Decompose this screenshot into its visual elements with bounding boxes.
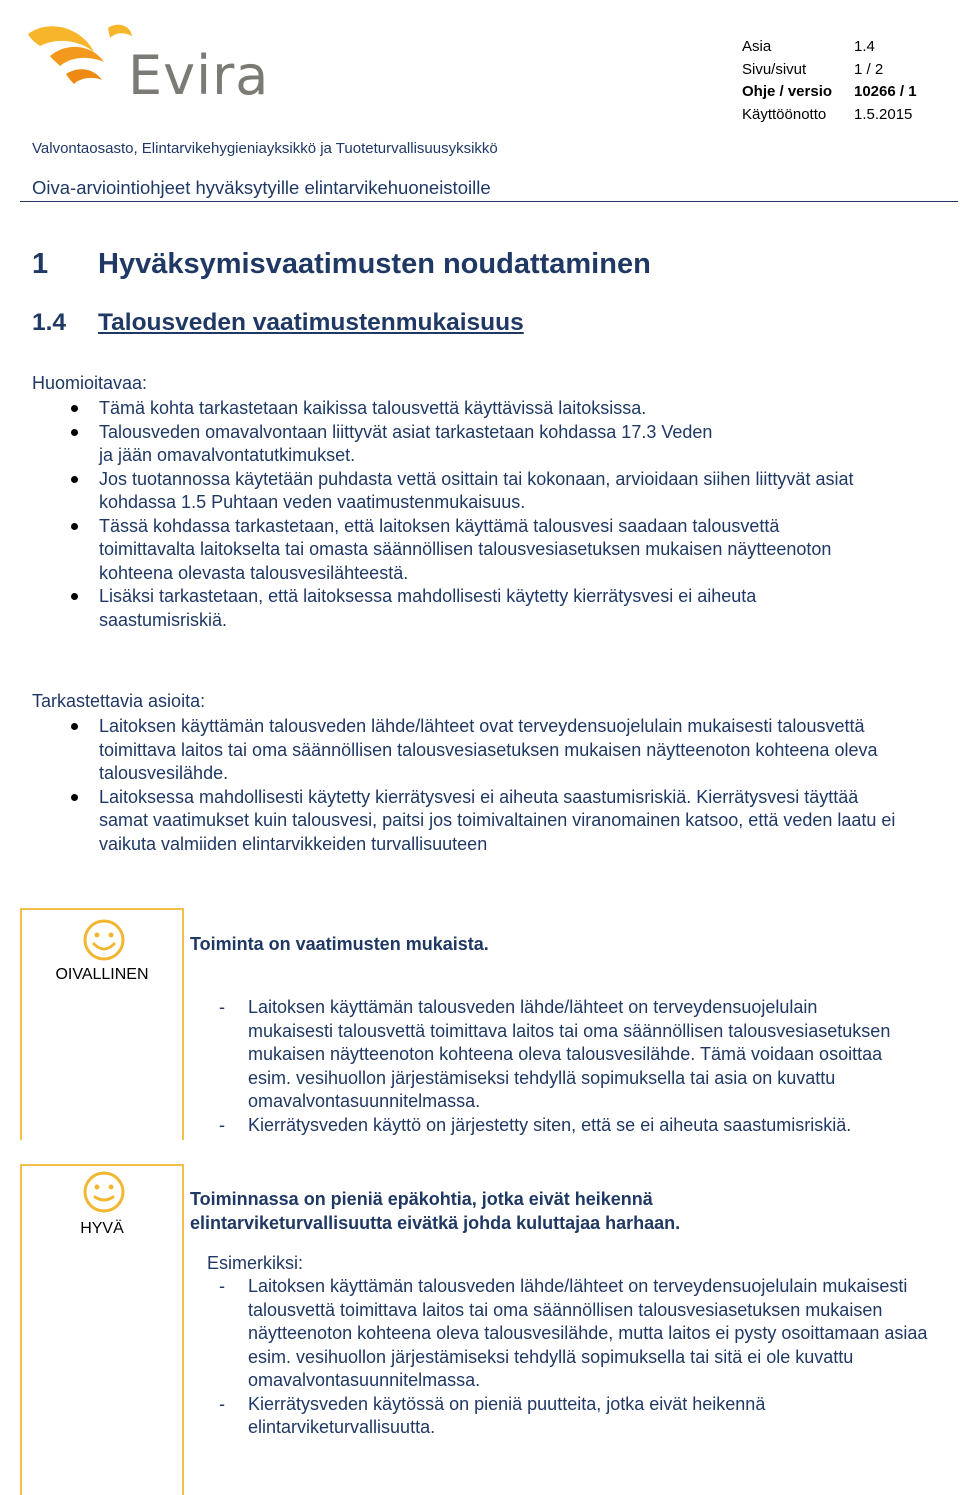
- heading-1-text: Hyväksymisvaatimusten noudattaminen: [98, 248, 651, 280]
- rating-title: Toiminta on vaatimusten mukaista.: [190, 934, 489, 954]
- bullet-icon: [71, 405, 78, 412]
- list-item: [32, 468, 932, 515]
- list-item: [32, 786, 912, 857]
- rating-box-good: [20, 1164, 184, 1495]
- heading-2: [32, 309, 524, 337]
- meta-value: 10266 / 1: [854, 83, 917, 100]
- list-item-text: Tämä kohta tarkastetaan kaikissa talousvettä käyttävissä laitoksissa.: [99, 398, 647, 418]
- dash-marker: -: [219, 1114, 225, 1135]
- rating-label: HYVÄ: [80, 1220, 124, 1237]
- list-item-text: Laitoksen käyttämän talousveden lähde/lähteet ovat terveydensuojelulain mukaisesti talousvettä toimittava laitos tai oma säännöllisen talousvesiasetuksen mukaisen näytteenoton kohteena oleva talousvesilähde.: [99, 716, 878, 783]
- heading-2-number: 1.4: [32, 309, 67, 336]
- smiley-icon: [82, 1170, 126, 1214]
- notes-label: Huomioitavaa:: [32, 373, 148, 393]
- department-line: Valvontaosasto, Elintarvikehygieniayksikkö ja Tuoteturvallisuusyksikkö: [32, 140, 498, 157]
- meta-label: Käyttöönotto: [742, 105, 827, 123]
- meta-row-pages: [742, 59, 917, 82]
- excellent-criteria-list: [205, 996, 950, 1137]
- document-meta: [742, 36, 917, 126]
- list-item-text: Kierrätysveden käyttö on järjestetty siten, että se ei aiheuta saastumisriskiä.: [248, 1114, 852, 1135]
- heading-1-number: 1: [32, 248, 49, 280]
- list-item: [205, 1275, 948, 1393]
- bullet-icon: [71, 429, 78, 436]
- list-item: [205, 1393, 908, 1440]
- list-item-text: Kierrätysveden käytössä on pieniä puutteita, jotka eivät heikennä elintarviketurvallisuutta.: [248, 1393, 766, 1437]
- header-divider: [20, 201, 958, 202]
- good-criteria-list: [205, 1275, 950, 1440]
- meta-label: Ohje / versio: [742, 83, 833, 100]
- list-item: [205, 1114, 950, 1138]
- meta-label: Asia: [742, 38, 772, 55]
- dash-marker: -: [219, 1393, 225, 1414]
- bullet-icon: [71, 476, 78, 483]
- list-item: [32, 715, 879, 786]
- list-item-text: Laitoksessa mahdollisesti käytetty kierrätysvesi ei aiheuta saastumisriskiä. Kierrätysvesi täyttää samat vaatimukset kuin talousvesi, paitsi jos toimivaltainen viranomainen katsoo, että veden laatu ei vaikuta valmiiden elintarvikkeiden turvallisuuteen: [99, 786, 896, 854]
- dash-marker: -: [219, 1276, 225, 1296]
- heading-1: [32, 248, 651, 281]
- examples-label: Esimerkiksi:: [207, 1253, 304, 1273]
- rating-title: Toiminnassa on pieniä epäkohtia, jotka eivät heikennä elintarviketurvallisuutta eivätkä johda kuluttajaa harhaan.: [190, 1189, 681, 1233]
- checks-list: [32, 715, 912, 856]
- checks-label: Tarkastettavia asioita:: [32, 691, 206, 711]
- list-item-text: Laitoksen käyttämän talousveden lähde/lähteet on terveydensuojelulain mukaisesti talousvettä toimittava laitos tai oma säännöllisen talousvesiasetuksen mukaisen näytteenoton kohteena oleva talousvesilähde, mutta laitos ei pysty osoittamaan asiaa esim. vesihuollon järjestämiseksi tehdyllä sopimuksella tai sitä ei ole kuvattu omavalvontasuunnitelmassa.: [248, 1276, 928, 1390]
- list-item-text: Tässä kohdassa tarkastetaan, että laitoksen käyttämä talousvesi saadaan talousvettä toimittavalta laitokselta tai omasta säännöllisen talousvesiasetuksen mukaisen näytteenoton kohteena olevasta talousvesilähteestä.: [99, 515, 832, 583]
- rating-box-excellent: [20, 908, 184, 1140]
- meta-value: 1 / 2: [854, 60, 884, 78]
- list-item-text: Laitoksen käyttämän talousveden lähde/lähteet on terveydensuojelulain mukaisesti talousvettä toimittava laitos tai oma säännöllisen talousvesiasetuksen mukaisen näytteenoton kohteena oleva talousvesilähde. Tämä voidaan osoittaa esim. vesihuollon järjestämiseksi tehdyllä sopimuksella tai asia on kuvattu omavalvontasuunnitelmassa.: [248, 997, 891, 1111]
- bullet-icon: [71, 593, 78, 600]
- meta-row-version: [742, 81, 917, 104]
- list-item-text: Talousveden omavalvontaan liittyvät asiat tarkastetaan kohdassa 17.3 Veden ja jään omavalvontatutkimukset.: [99, 421, 713, 465]
- meta-row-asia: [742, 36, 917, 59]
- bullet-icon: [71, 723, 78, 730]
- list-item: [32, 585, 879, 632]
- meta-label: Sivu/sivut: [742, 60, 807, 78]
- meta-value: 1.4: [854, 38, 875, 55]
- dash-marker: -: [219, 997, 225, 1017]
- evira-logo: [20, 22, 280, 107]
- rating-label: OIVALLINEN: [55, 966, 149, 983]
- logo-wordmark: Evira: [128, 44, 270, 107]
- list-item-text: Jos tuotannossa käytetään puhdasta vettä osittain tai kokonaan, arvioidaan siihen liittyvät asiat kohdassa 1.5 Puhtaan veden vaatimustenmukaisuus.: [99, 468, 854, 512]
- bullet-icon: [71, 523, 78, 530]
- bullet-icon: [71, 794, 78, 801]
- meta-value: 1.5.2015: [854, 105, 913, 123]
- list-item-text: Lisäksi tarkastetaan, että laitoksessa mahdollisesti käytetty kierrätysvesi ei aiheuta saastumisriskiä.: [99, 586, 757, 630]
- list-item: [32, 515, 879, 586]
- smiley-icon: [82, 918, 126, 962]
- heading-2-text: Talousveden vaatimustenmukaisuus: [98, 309, 524, 336]
- list-item: [32, 421, 724, 468]
- meta-row-date: [742, 104, 917, 127]
- list-item: [205, 996, 898, 1114]
- notes-list: [32, 397, 932, 632]
- document-title: Oiva-arviointiohjeet hyväksytyille elintarvikehuoneistoille: [32, 177, 491, 198]
- list-item: [32, 397, 932, 421]
